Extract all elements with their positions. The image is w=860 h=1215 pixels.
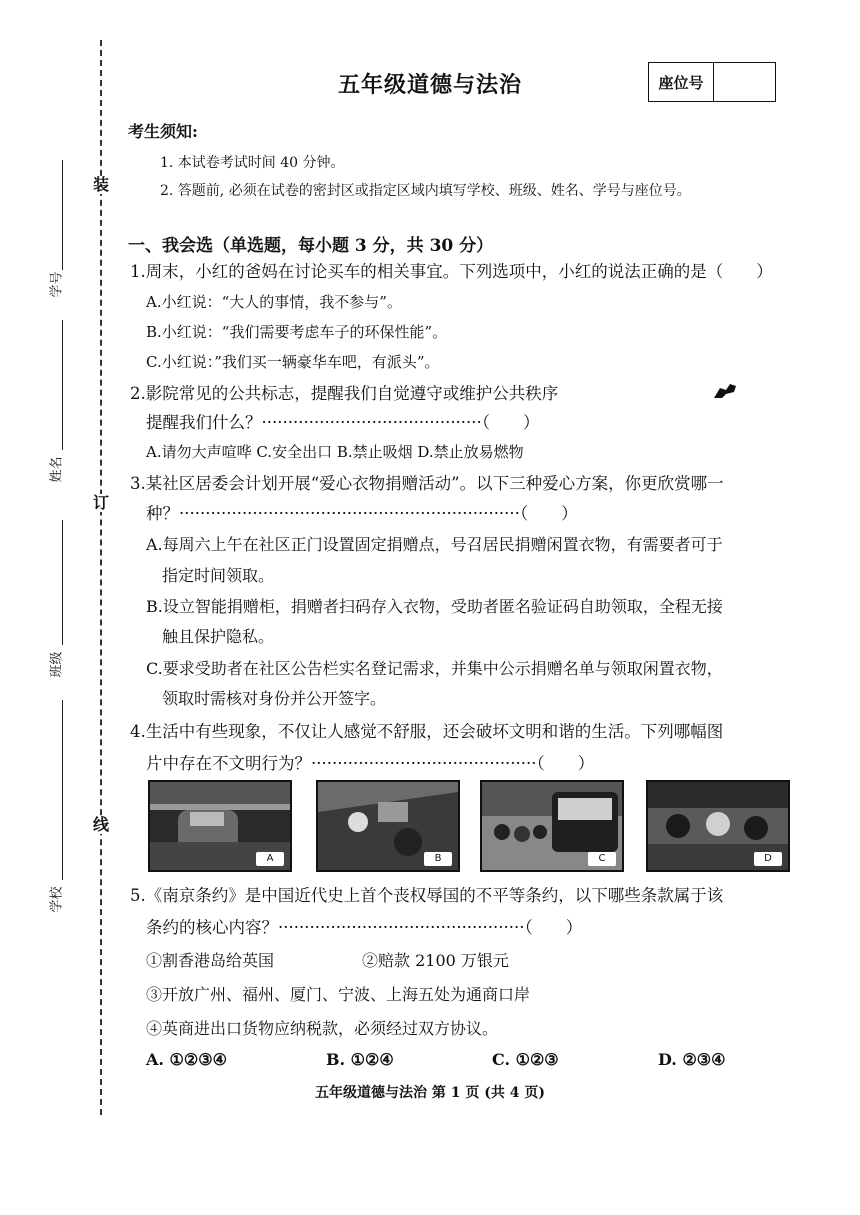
- question-2-stem-cont: 提醒我们什么？··········································（ ）: [146, 413, 540, 432]
- question-1-option-b: B.小红说：“我们需要考虑车子的环保性能”。: [146, 323, 448, 341]
- notice-title: 考生须知:: [128, 122, 198, 141]
- notice-item: 2. 答题前, 必须在试卷的密封区或指定区域内填写学校、班级、姓名、学号与座位号。: [160, 183, 691, 199]
- question-5-stem-cont: 条约的核心内容？···············································（ ）: [146, 918, 583, 937]
- question-4-stem-cont: 片中存在不文明行为？···········································（ ）: [146, 754, 595, 773]
- question-3-option-c: C.要求受助者在社区公告栏实名登记需求，并集中公示捐赠名单与领取闲置衣物，: [146, 659, 723, 678]
- photo-d: [646, 780, 790, 872]
- photo-c-tag: C: [588, 852, 616, 866]
- question-5-choice-c: C. ①②③: [492, 1050, 559, 1069]
- student-id-underline: [62, 160, 63, 270]
- section-heading: 一、我会选（单选题，每小题 3 分，共 30 分）: [128, 236, 494, 256]
- binding-dashed-line: [100, 40, 102, 1115]
- sign-icon: [712, 380, 738, 400]
- notice-item: 1. 本试卷考试时间 40 分钟。: [160, 155, 345, 171]
- question-5-item-4: ④英商进出口货物应纳税款，必须经过双方协议。: [146, 1019, 499, 1038]
- photo-c: [480, 780, 624, 872]
- photo-b-tag: B: [424, 852, 452, 866]
- name-underline: [62, 320, 63, 450]
- seat-number-box: [648, 62, 776, 102]
- question-3-stem-cont: 种？·································································（ ）: [146, 504, 578, 523]
- question-5-choice-a: A. ①②③④: [146, 1050, 227, 1069]
- question-2-stem: 2.影院常见的公共标志，提醒我们自觉遵守或维护公共秩序: [130, 384, 559, 403]
- page-footer: 五年级道德与法治 第 1 页 (共 4 页): [315, 1085, 545, 1101]
- photo-a-tag: A: [256, 852, 284, 866]
- question-5-item-3: ③开放广州、福州、厦门、宁波、上海五处为通商口岸: [146, 985, 531, 1004]
- school-underline: [62, 700, 63, 880]
- question-5-item-2: ②赔款 2100 万银元: [362, 951, 509, 970]
- question-3-option-b-cont: 触且保护隐私。: [162, 627, 275, 646]
- photo-a: [148, 780, 292, 872]
- name-label: 姓名: [49, 456, 65, 483]
- seat-number-field[interactable]: [714, 63, 775, 101]
- binding-mark-zhuang: 装: [93, 175, 110, 194]
- binding-mark-ding: 订: [93, 493, 110, 512]
- question-3-option-a-cont: 指定时间领取。: [162, 566, 275, 585]
- school-label: 学校: [49, 886, 65, 913]
- photo-b: [316, 780, 460, 872]
- class-underline: [62, 520, 63, 645]
- question-3-stem: 3.某社区居委会计划开展“爱心衣物捐赠活动”。以下三种爱心方案，你更欣赏哪一: [130, 474, 724, 493]
- question-5-item-1: ①割香港岛给英国: [146, 951, 275, 970]
- question-5-choice-d: D. ②③④: [658, 1050, 726, 1069]
- student-id-label: 学号: [49, 271, 65, 298]
- seat-number-label: 座位号: [649, 63, 714, 101]
- question-2-options: A.请勿大声喧哗 C.安全出口 B.禁止吸烟 D.禁止放易燃物: [146, 443, 524, 461]
- binding-mark-xian: 线: [93, 815, 110, 834]
- question-3-option-b: B.设立智能捐赠柜，捐赠者扫码存入衣物，受助者匿名验证码自助领取，全程无接: [146, 597, 723, 616]
- exam-title: 五年级道德与法治: [337, 72, 522, 98]
- photo-d-tag: D: [754, 852, 782, 866]
- class-label: 班级: [49, 651, 65, 678]
- question-1-option-a: A.小红说：“大人的事情，我不参与”。: [146, 293, 402, 311]
- question-5-stem: 5.《南京条约》是中国近代史上首个丧权辱国的不平等条约，以下哪些条款属于该: [130, 886, 724, 905]
- question-5-choice-b: B. ①②④: [326, 1050, 394, 1069]
- question-1-option-c: C.小红说：”我们买一辆豪华车吧，有派头”。: [146, 353, 440, 371]
- question-3-option-a: A.每周六上午在社区正门设置固定捐赠点，号召居民捐赠闲置衣物，有需要者可于: [146, 535, 723, 554]
- question-4-stem: 4.生活中有些现象，不仅让人感觉不舒服，还会破坏文明和谐的生活。下列哪幅图: [130, 722, 724, 741]
- question-1-stem: 1.周末，小红的爸妈在讨论买车的相关事宜。下列选项中，小红的说法正确的是（ ）: [130, 262, 773, 281]
- question-3-option-c-cont: 领取时需核对身份并公开签字。: [162, 689, 387, 708]
